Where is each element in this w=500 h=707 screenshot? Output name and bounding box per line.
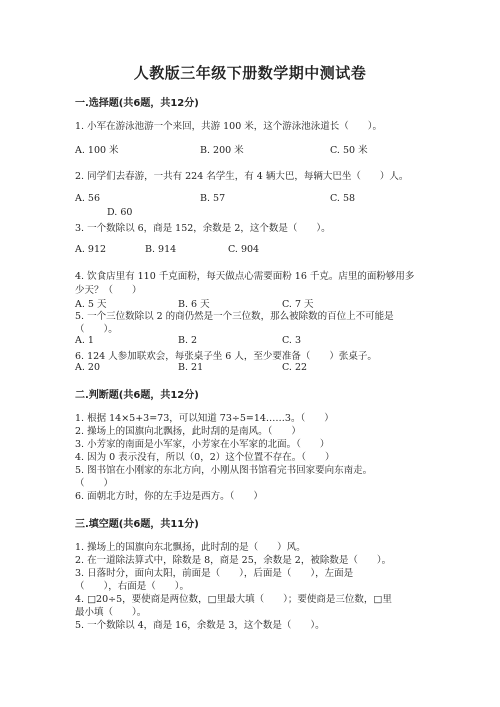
q1-5-option-a: A. 1 (75, 335, 94, 346)
fill-3-line1: 3. 日落时分，面向太阳，前面是（ ），后面是（ ），左面是 (75, 568, 354, 579)
judge-6: 6. 面朝北方时，你的左手边是西方。（ ） (75, 491, 263, 502)
q1-3-option-c: C. 904 (228, 244, 260, 255)
q1-2-option-c: C. 58 (330, 193, 356, 204)
q1-3-option-a: A. 912 (75, 244, 107, 255)
q1-1-option-a: A. 100 米 (75, 145, 119, 156)
question-1-3: 3. 一个数除以 6，商是 152，余数是 2，这个数是（ ）。 (75, 223, 331, 234)
judge-1: 1. 根据 14×5+3=73，可以知道 73÷5=14……3。（ ） (75, 413, 334, 424)
section-1-heading: 一.选择题(共6题，共12分) (75, 98, 199, 109)
q1-3-option-b: B. 914 (145, 244, 177, 255)
q1-2-option-b: B. 57 (200, 193, 226, 204)
page-title: 人教版三年级下册数学期中测试卷 (133, 64, 367, 82)
question-1-1: 1. 小军在游泳池游一个来回，共游 100 米，这个游泳池泳道长（ ）。 (75, 121, 383, 132)
q1-6-option-b: B. 21 (178, 362, 204, 373)
fill-3-line2: （ ），右面是（ ）。 (75, 581, 190, 592)
q1-4-option-c: C. 7 天 (282, 299, 314, 310)
judge-3: 3. 小芳家的南面是小军家，小芳家在小军家的北面。（ ） (75, 439, 330, 450)
q1-6-option-a: A. 20 (75, 362, 100, 373)
section-2-heading: 二.判断题(共6题，共12分) (75, 390, 199, 401)
q1-2-option-d: D. 60 (107, 207, 133, 218)
q1-1-option-b: B. 200 米 (200, 145, 244, 156)
question-1-4-line2: 少天？（ ） (75, 285, 142, 296)
q1-5-option-b: B. 2 (178, 335, 198, 346)
fill-4-line1: 4. □20÷5，要使商是两位数，□里最大填（ ）；要使商是三位数，□里 (75, 594, 392, 605)
q1-5-option-c: C. 3 (282, 335, 302, 346)
fill-4-line2: 最小填（ ）。 (75, 607, 147, 618)
q1-4-option-a: A. 5 天 (75, 299, 107, 310)
section-3-heading: 三.填空题(共6题，共11分) (75, 519, 199, 530)
q1-1-option-c: C. 50 米 (330, 145, 368, 156)
fill-1: 1. 操场上的国旗向东北飘扬，此时刮的是（ ）风。 (75, 542, 306, 553)
q1-4-option-b: B. 6 天 (178, 299, 210, 310)
q1-2-option-a: A. 56 (75, 193, 100, 204)
judge-4: 4. 因为 0 表示没有，所以（0，2）这个位置不存在。（ ） (75, 452, 335, 463)
q1-6-option-c: C. 22 (282, 362, 308, 373)
question-1-6: 6. 124 人参加联欢会，每张桌子坐 6 人，至少要准备（ ）张桌子。 (75, 351, 377, 362)
judge-5-line1: 5. 图书馆在小刚家的东北方向，小刚从图书馆看完书回家要向东南走。 (75, 465, 373, 476)
question-1-4-line1: 4. 饮食店里有 110 千克面粉，每天做点心需要面粉 16 千克。店里的面粉够用多 (75, 271, 415, 282)
fill-5: 5. 一个数除以 4，商是 16，余数是 3，这个数是（ ）。 (75, 620, 325, 631)
judge-5-line2: （ ） (75, 478, 114, 489)
question-1-5-line2: （ ）。 (75, 324, 118, 335)
question-1-2: 2. 同学们去春游，一共有 224 名学生，有 4 辆大巴，每辆大巴坐（ ）人。 (75, 171, 409, 182)
fill-2: 2. 在一道除法算式中，除数是 8，商是 25，余数是 2，被除数是（ ）。 (75, 555, 392, 566)
judge-2: 2. 操场上的国旗向北飘扬，此时刮的是南风。（ ） (75, 426, 301, 437)
question-1-5-line1: 5. 一个三位数除以 2 的商仍然是一个三位数，那么被除数的百位上不可能是 (75, 311, 394, 322)
